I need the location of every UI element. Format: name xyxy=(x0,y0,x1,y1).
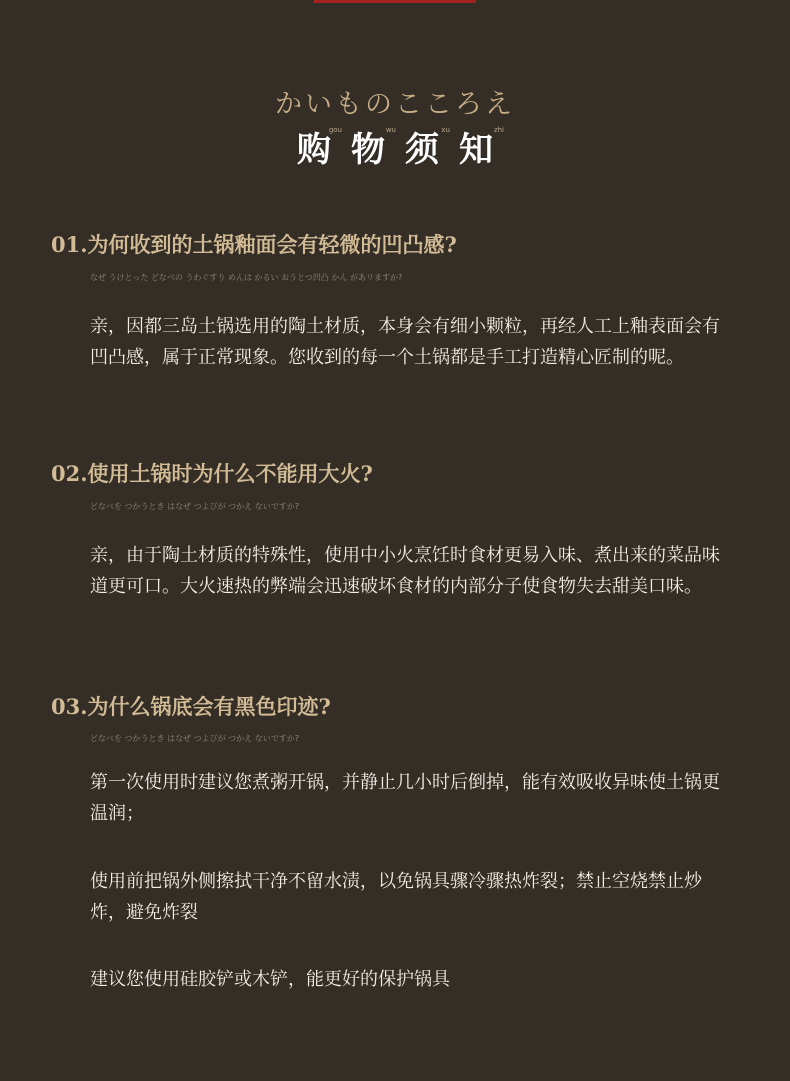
char-gou: 购 xyxy=(297,130,331,170)
kana-title: かいものこころえ xyxy=(275,89,515,120)
faq-2-reading: どなべを つかうとき はなぜ つよびが つかえ ないですか? xyxy=(90,502,299,511)
faq-3-question: 03.为什么锅底会有黑色印迹? xyxy=(51,694,331,719)
char-xu: 须 xyxy=(405,130,439,170)
char-zhi: 知 xyxy=(459,130,493,170)
pinyin-wu: wu xyxy=(385,126,396,134)
top-accent-bar xyxy=(314,0,476,3)
faq-3-answer-2: 使用前把锅外侧擦拭干净不留水渍，以免锅具骤冷骤热炸裂；禁止空烧禁止炒炸，避免炸裂 xyxy=(90,871,702,923)
faq-2-answer: 亲，由于陶土材质的特殊性，使用中小火烹饪时食材更易入味、煮出来的菜品味道更可口。大火速热的弊端会迅速破坏食材的内部分子使食物失去甜美口味。 xyxy=(90,545,720,597)
faq-1-reading: なぜ うけとった どなべの うわぐすり めんは かるい おうとつ凹凸 かん があリますか? xyxy=(90,273,403,282)
title-char-wu xyxy=(346,126,396,172)
faq-3-answer-3: 建议您使用硅胶铲或木铲，能更好的保护锅具 xyxy=(90,969,450,990)
title-char-xu xyxy=(400,126,450,172)
page-title xyxy=(0,128,790,172)
faq-2-question: 02.使用土锅时为什么不能用大火? xyxy=(51,461,373,486)
title-char-zhi xyxy=(454,126,504,172)
faq-1-answer: 亲，因都三岛土锅选用的陶土材质，本身会有细小颗粒，再经人工上釉表面会有凹凸感，属于正常现象。您收到的每一个土锅都是手工打造精心匠制的呢。 xyxy=(90,316,720,368)
faq-3-answer-1: 第一次使用时建议您煮粥开锅，并静止几小时后倒掉，能有效吸收异味使土锅更温润； xyxy=(90,772,720,824)
title-char-gou xyxy=(292,126,342,172)
char-wu: 物 xyxy=(351,130,385,170)
pinyin-gou: gou xyxy=(328,126,342,134)
faq-1-question: 01.为何收到的土锅釉面会有轻微的凹凸感? xyxy=(51,232,457,257)
pinyin-zhi: zhi xyxy=(493,126,504,134)
pinyin-xu: xu xyxy=(441,126,450,134)
faq-3-reading: どなべを つかうとき はなぜ つよびが つかえ ないですか? xyxy=(90,734,299,743)
